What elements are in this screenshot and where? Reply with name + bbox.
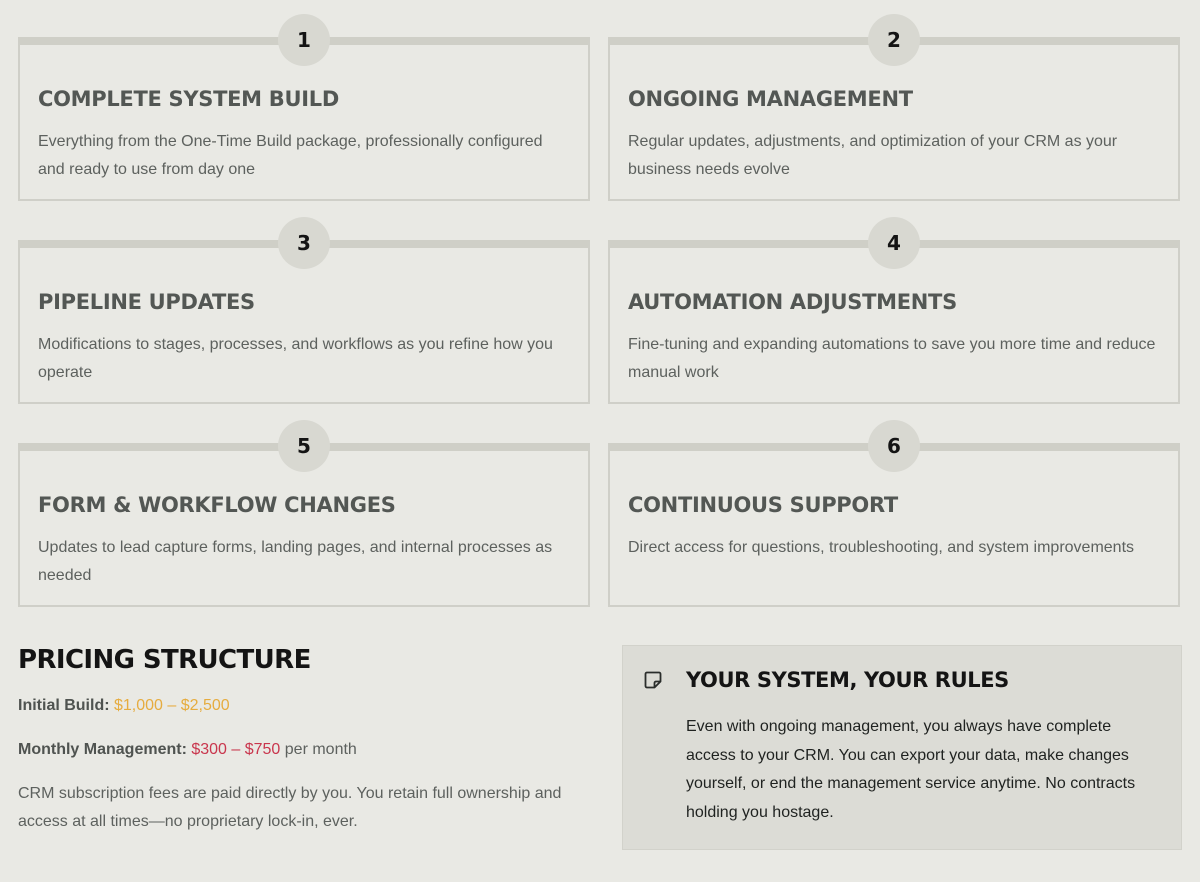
feature-card-3 [18, 231, 590, 404]
feature-description: Updates to lead capture forms, landing pages, and internal processes as needed [38, 539, 553, 584]
monthly-management-price [18, 736, 578, 764]
feature-title: AUTOMATION ADJUSTMENTS [628, 290, 957, 314]
sticky-note-icon [643, 670, 663, 690]
step-number-badge: 1 [278, 14, 330, 66]
pricing-title: PRICING STRUCTURE [18, 645, 311, 675]
step-number-badge: 6 [868, 420, 920, 472]
step-number-badge: 5 [278, 420, 330, 472]
feature-title: FORM & WORKFLOW CHANGES [38, 493, 396, 517]
initial-build-value: $1,000 – $2,500 [114, 697, 230, 714]
feature-description: Regular updates, adjustments, and optimization of your CRM as your business needs evolve [628, 133, 1118, 178]
monthly-management-suffix: per month [284, 741, 357, 758]
monthly-management-label: Monthly Management: [18, 741, 187, 758]
feature-card-4 [608, 231, 1180, 404]
feature-description: Fine-tuning and expanding automations to save you more time and reduce manual work [628, 336, 1156, 381]
feature-title: PIPELINE UPDATES [38, 290, 255, 314]
step-number-badge: 2 [868, 14, 920, 66]
step-number-badge: 3 [278, 217, 330, 269]
feature-card-1 [18, 28, 590, 201]
feature-description: Modifications to stages, processes, and workflows as you refine how you operate [38, 336, 553, 381]
feature-title: ONGOING MANAGEMENT [628, 87, 913, 111]
feature-description: Direct access for questions, troubleshooting, and system improvements [628, 539, 1135, 556]
initial-build-price [18, 692, 578, 720]
step-number-badge: 4 [868, 217, 920, 269]
feature-card-5 [18, 434, 590, 607]
pricing-section [18, 645, 578, 836]
feature-card-2 [608, 28, 1180, 201]
monthly-management-value: $300 – $750 [191, 741, 281, 758]
initial-build-label: Initial Build: [18, 697, 110, 714]
feature-title: COMPLETE SYSTEM BUILD [38, 87, 339, 111]
callout-title: YOUR SYSTEM, YOUR RULES [686, 668, 1009, 692]
callout-body: Even with ongoing management, you always have complete access to your CRM. You can export your data, make changes yourself, or end the management service anytime. No contracts holding you hostage. [686, 718, 1136, 821]
feature-title: CONTINUOUS SUPPORT [628, 493, 898, 517]
ownership-callout [622, 645, 1182, 850]
feature-description: Everything from the One-Time Build package, professionally configured and ready to use from day one [38, 133, 543, 178]
pricing-note: CRM subscription fees are paid directly by you. You retain full ownership and access at all times—no proprietary lock-in, ever. [18, 785, 562, 830]
feature-card-6 [608, 434, 1180, 607]
